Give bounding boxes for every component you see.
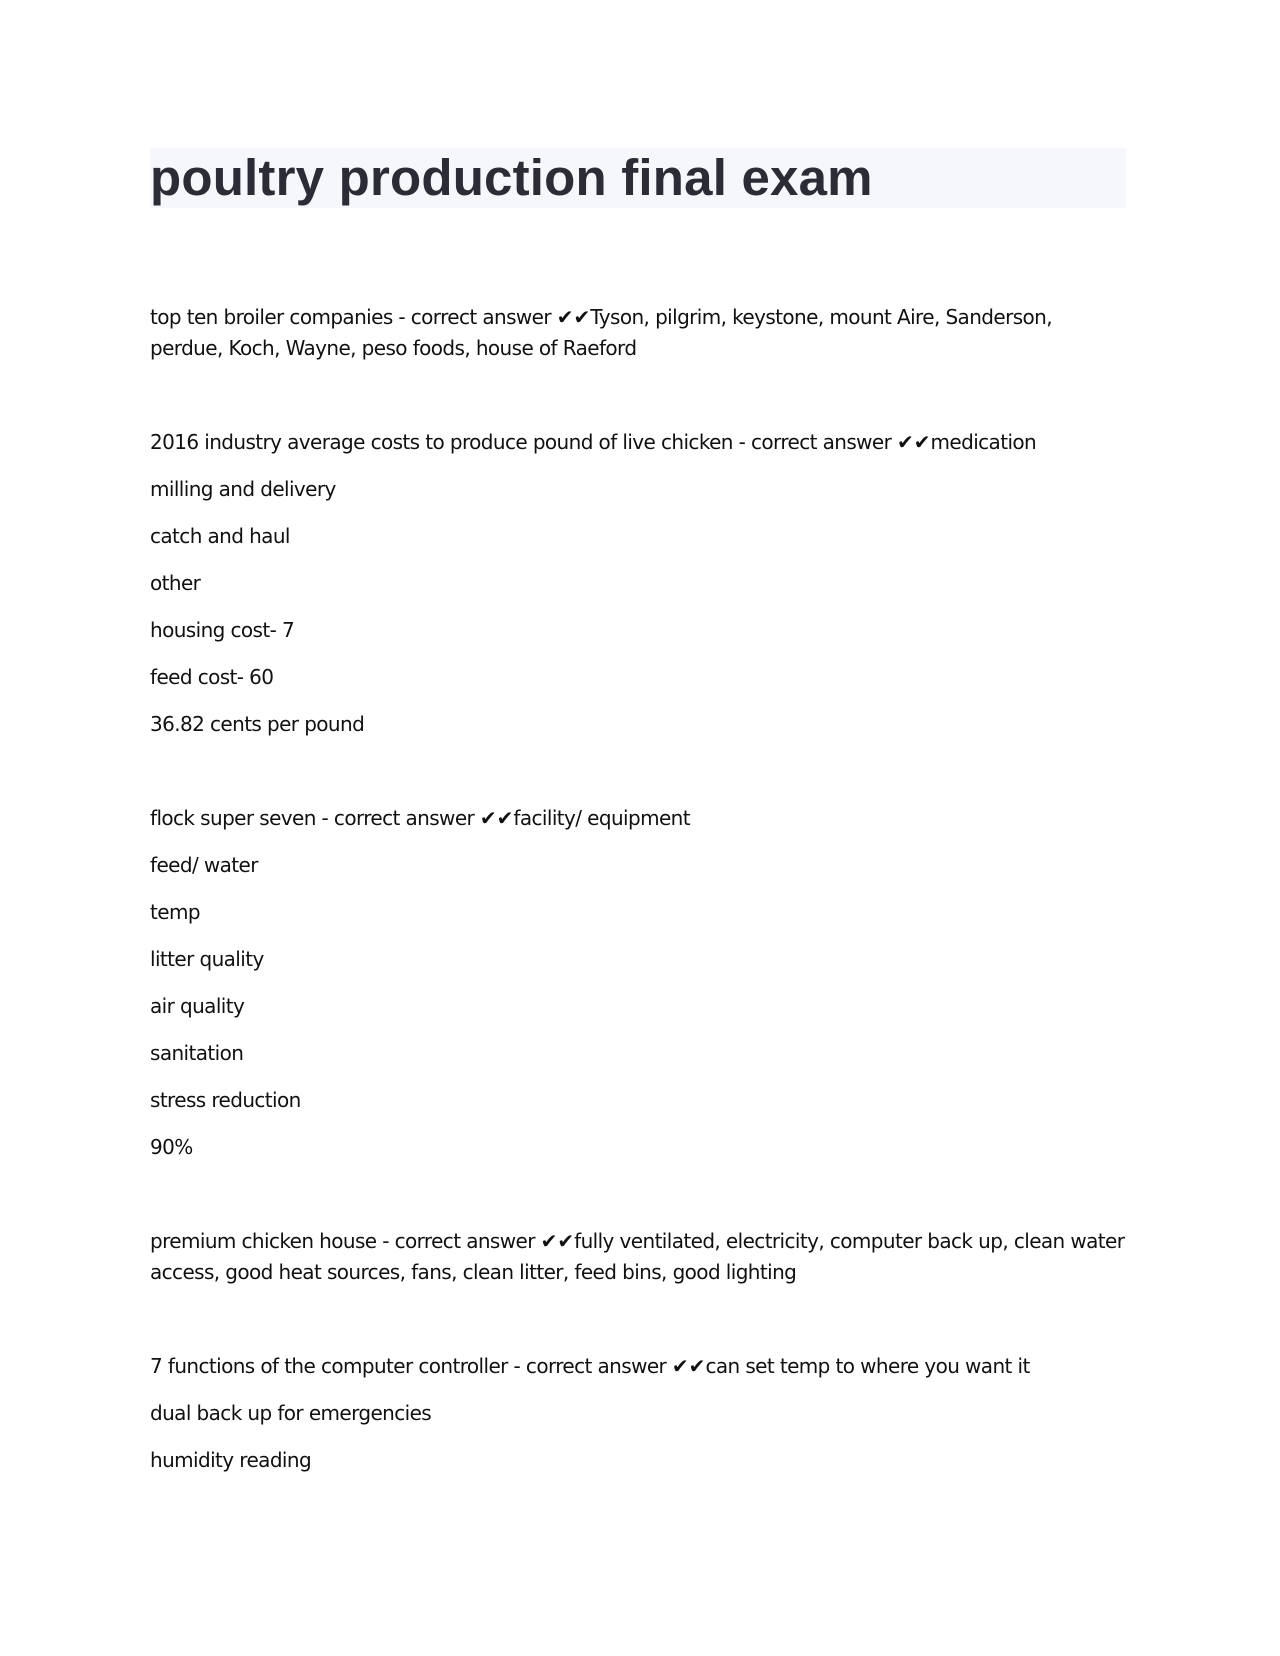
qa-paragraph (150, 427, 1126, 458)
answer-line: milling and delivery (150, 477, 336, 501)
document-title: poultry production final exam (150, 149, 873, 206)
answer-line: sanitation (150, 1041, 244, 1065)
answer-line: feed/ water (150, 853, 258, 877)
answer-text: Tyson, pilgrim, keystone, mount Aire, Sanderson, perdue, Koch, Wayne, peso foods, house of Raeford (150, 305, 1052, 360)
answer-line: feed cost- 60 (150, 665, 274, 689)
answer-text: medication (930, 430, 1037, 454)
question-text: top ten broiler companies - correct answer (150, 305, 557, 329)
qa-item (150, 302, 1126, 364)
answer-text: can set temp to where you want it (705, 1354, 1030, 1378)
document-body (150, 302, 1126, 1476)
check-marks-icon: ✔✔ (540, 1229, 575, 1253)
check-marks-icon: ✔✔ (479, 806, 514, 830)
title-banner (150, 148, 1126, 208)
answer-line: 36.82 cents per pound (150, 712, 365, 736)
check-marks-icon: ✔✔ (556, 305, 591, 329)
qa-item (150, 1226, 1126, 1288)
qa-paragraph (150, 1226, 1126, 1288)
answer-line: other (150, 571, 201, 595)
answer-line: humidity reading (150, 1448, 312, 1472)
question-text: 2016 industry average costs to produce pound of live chicken - correct answer (150, 430, 897, 454)
answer-line: 90% (150, 1135, 193, 1159)
answer-text: facility/ equipment (513, 806, 690, 830)
question-text: flock super seven - correct answer (150, 806, 480, 830)
answer-line: dual back up for emergencies (150, 1401, 432, 1425)
answer-line: temp (150, 900, 200, 924)
answer-line: air quality (150, 994, 245, 1018)
qa-item (150, 803, 1126, 1163)
qa-paragraph (150, 302, 1126, 364)
answer-line: stress reduction (150, 1088, 301, 1112)
question-text: premium chicken house - correct answer (150, 1229, 541, 1253)
answer-line: litter quality (150, 947, 264, 971)
qa-item (150, 427, 1126, 740)
qa-paragraph (150, 803, 1126, 834)
answer-line: housing cost- 7 (150, 618, 295, 642)
answer-line: catch and haul (150, 524, 290, 548)
document-page (150, 148, 1126, 1476)
qa-item (150, 1351, 1126, 1476)
check-marks-icon: ✔✔ (671, 1354, 706, 1378)
question-text: 7 functions of the computer controller - correct answer (150, 1354, 672, 1378)
check-marks-icon: ✔✔ (897, 430, 931, 454)
answer-text: fully ventilated, electricity, computer back up, clean water access, good heat sources, fans, clean litter, feed bins, good lighting (150, 1229, 1125, 1284)
qa-paragraph (150, 1351, 1126, 1382)
